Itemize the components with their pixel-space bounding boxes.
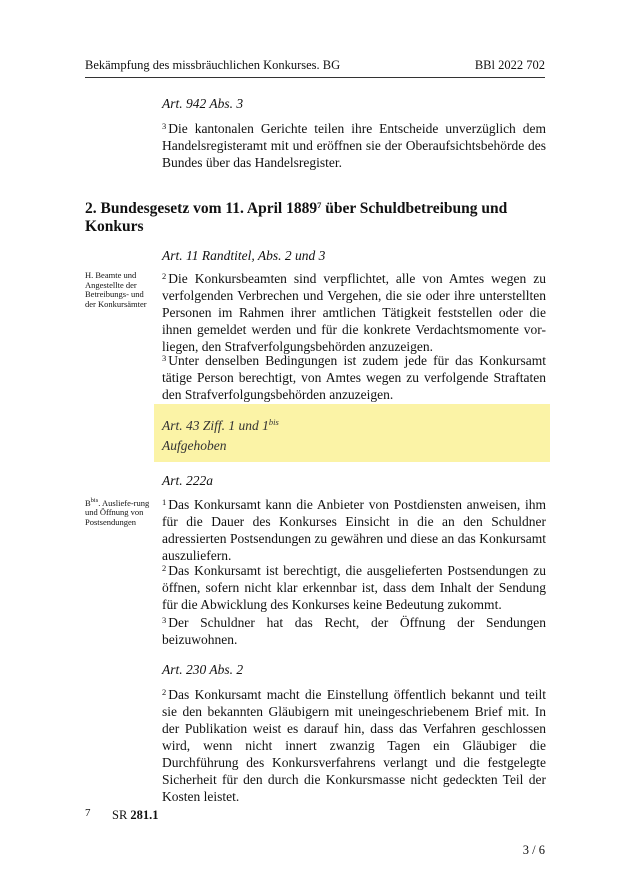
article-heading-43: Art. 43 Ziff. 1 und $1^{bis}$ [162, 417, 279, 433]
paragraph-230-2 [162, 684, 546, 805]
paragraph-942-3 [162, 118, 546, 171]
article-heading-230: Art. 230 Abs. 2 [162, 662, 244, 677]
footnote-reference: 7 [317, 200, 322, 210]
paragraph-text: Die kantonalen Gerichte teilen ihre Entscheide unverzüglich dem Handelsregisteramt mit und eröffnen sie der Oberaufsichtsbehörde des Bundes über das Handelsregister. [162, 121, 546, 170]
article-heading-222a: Art. 222a [162, 473, 214, 488]
paragraph-text: Unter denselben Bedingungen ist zudem jede für das Konkursamt tätige Person berechtigt, von Amtes wegen zu verfolgende Straftaten den Strafverfolgungsbehörden anzuzeigen. [162, 353, 546, 402]
paragraph-text: Das Konkursamt ist berechtigt, die ausgelieferten Postsendungen zu öffnen, sofern nicht klar erkennbar ist, dass dem Inhalt der Sendung für die Abwicklung des Konkurses keine Bedeutung zukommt. [162, 563, 546, 612]
paragraph-text: Das Konkursamt kann die Anbieter von Postdiensten anweisen, ihm für die Dauer des Konkurses Einsicht in die an den Schuldner adressierten Postsendungen zu gewähren und diese an das Konkursamt auszuliefern. [162, 497, 546, 563]
margin-title-postsendungen: $B^{bis}$. Ausliefe-rung und Öffnung von Postsendungen [85, 497, 150, 527]
paragraph-222a-3 [162, 612, 546, 648]
paragraph-text: Die Konkursbeamten sind verpflichtet, alle von Amtes wegen zu verfolgenden Verbrechen und Vergehen, die sie oder ihre unterstellten Personen im Rahmen ihrer amtlichen Tätigkeit feststellen oder die ihnen gemeldet werden und für die konkrete Verdachtsmomente vor-liegen, den Strafverfolgungsbehörden anzuzeigen. [162, 271, 546, 354]
paragraph-11-3 [162, 350, 546, 403]
article-heading-942: Art. 942 Abs. 3 [162, 96, 244, 111]
running-header-title: Bekämpfung des missbräuchlichen Konkurses. BG [85, 58, 341, 72]
paragraph-number: 3 [162, 353, 167, 363]
paragraph-222a-1 [162, 494, 546, 564]
paragraph-number: 2 [162, 563, 167, 573]
margin-title-beamte: H. Beamte und Angestellte der Betreibungs- und der Konkursämter [85, 270, 147, 309]
paragraph-222a-2 [162, 560, 546, 613]
paragraph-text: Der Schuldner hat das Recht, der Öffnung der Sendungen beizuwohnen. [162, 615, 546, 647]
paragraph-number: 3 [162, 121, 167, 131]
repealed-note: Aufgehoben [162, 438, 227, 453]
paragraph-11-2 [162, 268, 546, 355]
footnote-text: SR 281.1 [112, 808, 159, 822]
paragraph-number: 2 [162, 271, 167, 281]
section-title: 2. Bundesgesetz vom 11. April 1889$^7$ über Schuldbetreibung und Konkurs [85, 200, 508, 235]
header-divider [85, 77, 545, 78]
running-header-reference: BBl 2022 702 [474, 58, 545, 72]
footnote-number: 7 [85, 807, 91, 819]
page-number: 3 / 6 [522, 843, 545, 857]
paragraph-text: Das Konkursamt macht die Einstellung öffentlich bekannt und teilt sie den bekannten Gläubigern mit uneingeschriebenem Brief mit. In der Publikation weist es darauf hin, dass das Verfahren geschlossen wird, wenn nicht innert zwanzig Tagen ein Gläubiger die Durchführung des Konkursverfahrens verlangt und die festgelegte Sicherheit für den durch die Konkursmasse nicht gedeckten Teil der Kosten leistet. [162, 687, 546, 804]
paragraph-number: 3 [162, 615, 167, 625]
paragraph-number: 2 [162, 687, 167, 697]
paragraph-number: 1 [162, 497, 167, 507]
article-heading-11: Art. 11 Randtitel, Abs. 2 und 3 [162, 248, 326, 263]
